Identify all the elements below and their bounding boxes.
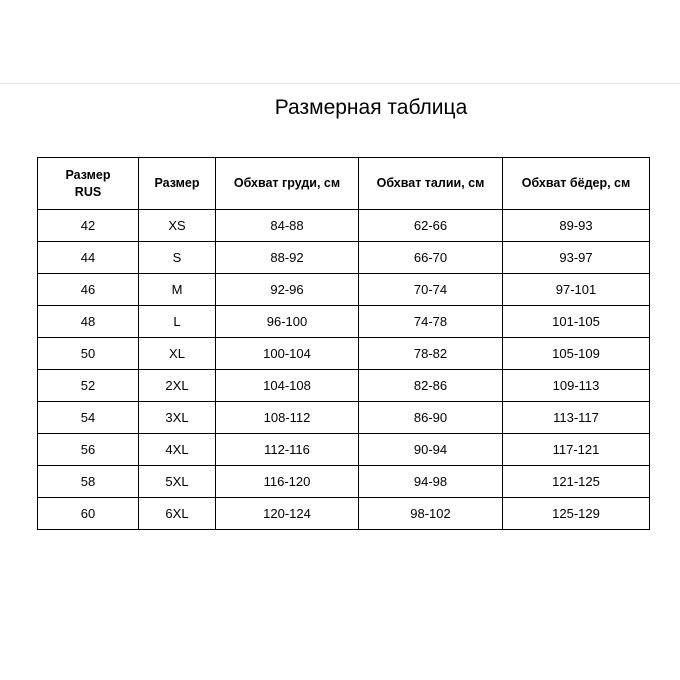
cell-size-rus: 48 <box>38 306 139 338</box>
table-row <box>38 338 650 370</box>
cell-chest: 88-92 <box>216 242 359 274</box>
header-size: Размер <box>139 158 216 210</box>
cell-hips: 113-117 <box>503 402 650 434</box>
cell-size: 2XL <box>139 370 216 402</box>
cell-waist: 66-70 <box>359 242 503 274</box>
cell-hips: 125-129 <box>503 498 650 530</box>
table-row <box>38 370 650 402</box>
cell-size-rus: 50 <box>38 338 139 370</box>
table-row <box>38 498 650 530</box>
header-size-rus-line2: RUS <box>74 184 102 199</box>
cell-size: 5XL <box>139 466 216 498</box>
header-size-rus <box>38 158 139 210</box>
cell-chest: 104-108 <box>216 370 359 402</box>
cell-chest: 84-88 <box>216 210 359 242</box>
cell-size: XL <box>139 338 216 370</box>
header-chest: Обхват груди, см <box>216 158 359 210</box>
size-table <box>37 157 650 530</box>
table-row <box>38 274 650 306</box>
cell-hips: 93-97 <box>503 242 650 274</box>
cell-hips: 97-101 <box>503 274 650 306</box>
cell-size-rus: 52 <box>38 370 139 402</box>
table-row <box>38 242 650 274</box>
cell-chest: 112-116 <box>216 434 359 466</box>
cell-size: 4XL <box>139 434 216 466</box>
cell-size-rus: 56 <box>38 434 139 466</box>
cell-size-rus: 44 <box>38 242 139 274</box>
cell-size: L <box>139 306 216 338</box>
page-title: Размерная таблица <box>274 96 468 119</box>
cell-size-rus: 54 <box>38 402 139 434</box>
cell-size-rus: 42 <box>38 210 139 242</box>
table-row <box>38 466 650 498</box>
table-row <box>38 434 650 466</box>
cell-waist: 70-74 <box>359 274 503 306</box>
cell-waist: 62-66 <box>359 210 503 242</box>
cell-size-rus: 60 <box>38 498 139 530</box>
cell-chest: 116-120 <box>216 466 359 498</box>
table-row <box>38 306 650 338</box>
cell-waist: 82-86 <box>359 370 503 402</box>
cell-waist: 98-102 <box>359 498 503 530</box>
cell-chest: 108-112 <box>216 402 359 434</box>
header-size-rus-line1: Размер <box>65 167 111 182</box>
cell-waist: 86-90 <box>359 402 503 434</box>
table-row <box>38 210 650 242</box>
cell-size: M <box>139 274 216 306</box>
table-row <box>38 402 650 434</box>
cell-hips: 105-109 <box>503 338 650 370</box>
cell-hips: 117-121 <box>503 434 650 466</box>
cell-waist: 78-82 <box>359 338 503 370</box>
cell-hips: 109-113 <box>503 370 650 402</box>
cell-hips: 101-105 <box>503 306 650 338</box>
header-hips: Обхват бёдер, см <box>503 158 650 210</box>
cell-waist: 94-98 <box>359 466 503 498</box>
table-header-row <box>38 158 650 210</box>
sheet-top-edge <box>0 83 680 84</box>
cell-size: 6XL <box>139 498 216 530</box>
cell-size: 3XL <box>139 402 216 434</box>
cell-size: XS <box>139 210 216 242</box>
cell-waist: 90-94 <box>359 434 503 466</box>
cell-chest: 100-104 <box>216 338 359 370</box>
cell-waist: 74-78 <box>359 306 503 338</box>
cell-hips: 89-93 <box>503 210 650 242</box>
cell-chest: 120-124 <box>216 498 359 530</box>
header-waist: Обхват талии, см <box>359 158 503 210</box>
cell-chest: 92-96 <box>216 274 359 306</box>
cell-size-rus: 46 <box>38 274 139 306</box>
cell-size: S <box>139 242 216 274</box>
cell-size-rus: 58 <box>38 466 139 498</box>
cell-chest: 96-100 <box>216 306 359 338</box>
cell-hips: 121-125 <box>503 466 650 498</box>
